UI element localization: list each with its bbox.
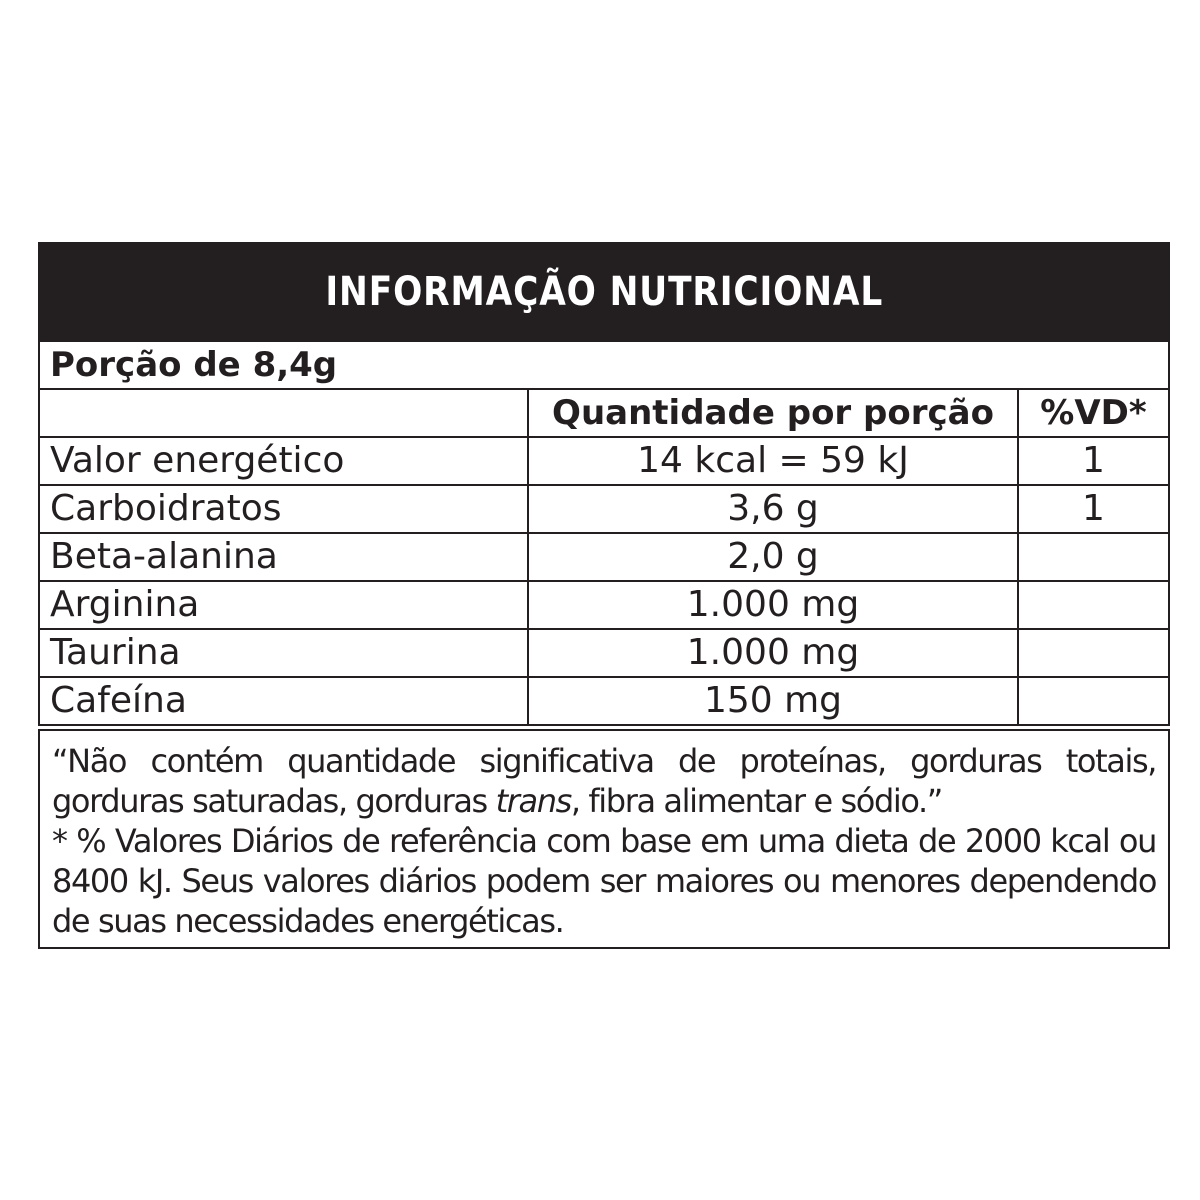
footnote-box xyxy=(38,729,1170,949)
table-row xyxy=(40,485,1168,533)
nutrient-daily-value: 1 xyxy=(1018,437,1168,485)
disclaimer-text-end: , fibra alimentar e sódio.” xyxy=(570,782,942,820)
disclaimer-italic-term: trans xyxy=(495,782,571,820)
nutrient-daily-value: 1 xyxy=(1018,485,1168,533)
header-daily-value: %VD* xyxy=(1018,389,1168,437)
nutrient-quantity: 2,0 g xyxy=(528,533,1018,581)
table-row xyxy=(40,533,1168,581)
table-title: INFORMAÇÃO NUTRICIONAL xyxy=(325,269,883,315)
nutrient-disclaimer xyxy=(52,741,1156,821)
nutrient-name: Cafeína xyxy=(40,677,528,724)
nutrient-daily-value xyxy=(1018,533,1168,581)
nutrition-facts-table xyxy=(38,242,1170,726)
nutrient-quantity: 1.000 mg xyxy=(528,629,1018,677)
table-row xyxy=(40,437,1168,485)
nutrient-quantity: 150 mg xyxy=(528,677,1018,724)
nutrient-quantity: 1.000 mg xyxy=(528,581,1018,629)
table-row xyxy=(40,581,1168,629)
table-row xyxy=(40,629,1168,677)
daily-value-reference: * % Valores Diários de referência com base em uma dieta de 2000 kcal ou 8400 kJ. Seus valores diários podem ser maiores ou menores dependendo de suas necessidades energéticas. xyxy=(52,822,1156,940)
nutrient-daily-value xyxy=(1018,581,1168,629)
nutrient-name: Arginina xyxy=(40,581,528,629)
title-bar xyxy=(40,244,1168,340)
nutrient-name: Taurina xyxy=(40,629,528,677)
disclaimer-text: “Não contém quantidade significativa de proteínas, gorduras totais, gorduras saturadas, gorduras xyxy=(52,742,1156,820)
header-row xyxy=(40,389,1168,437)
nutrient-quantity: 14 kcal = 59 kJ xyxy=(528,437,1018,485)
nutrient-daily-value xyxy=(1018,629,1168,677)
nutrient-name: Valor energético xyxy=(40,437,528,485)
table-row xyxy=(40,677,1168,724)
nutrient-table xyxy=(40,388,1168,724)
portion-size: Porção de 8,4g xyxy=(50,345,338,385)
nutrient-name: Beta-alanina xyxy=(40,533,528,581)
nutrient-quantity: 3,6 g xyxy=(528,485,1018,533)
nutrient-daily-value xyxy=(1018,677,1168,724)
nutrient-name: Carboidratos xyxy=(40,485,528,533)
header-name-cell xyxy=(40,389,528,437)
portion-row xyxy=(40,340,1168,388)
header-quantity: Quantidade por porção xyxy=(528,389,1018,437)
